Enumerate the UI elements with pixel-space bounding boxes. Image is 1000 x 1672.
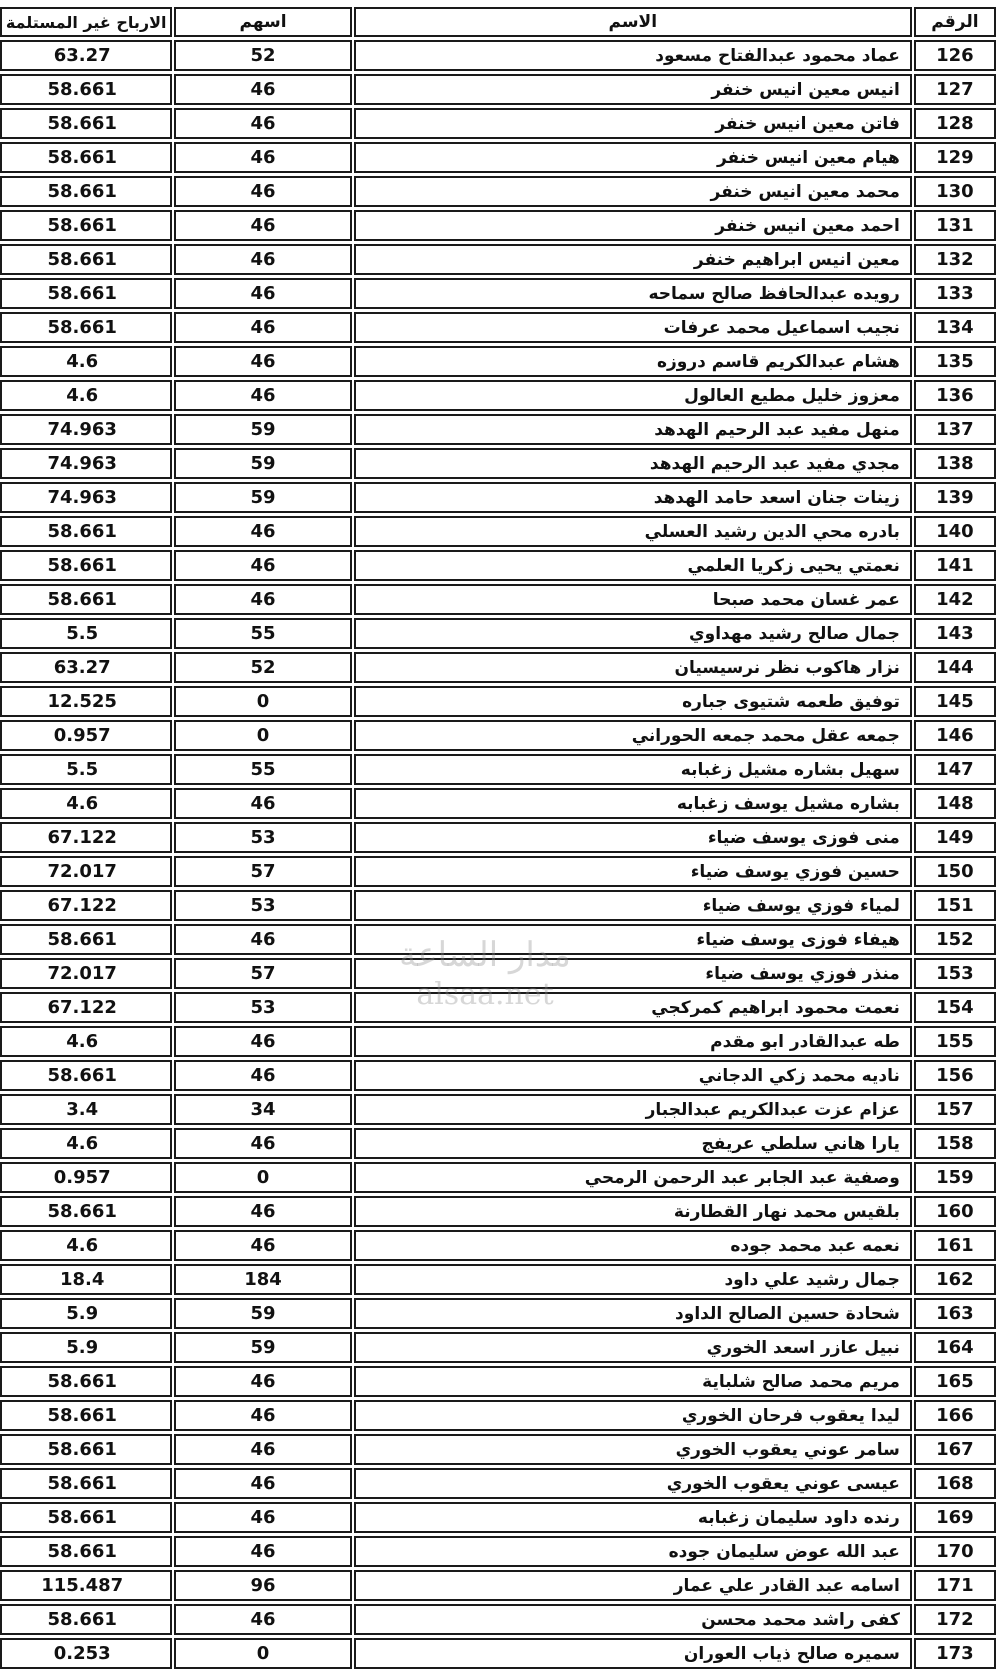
row-profits-cell: 72.017 (0, 958, 172, 989)
table-row (0, 890, 996, 921)
row-shares-cell: 46 (174, 1026, 351, 1057)
row-number-cell: 142 (914, 584, 996, 615)
row-shares-cell: 53 (174, 822, 351, 853)
table-row (0, 1196, 996, 1227)
row-profits-cell: 0.957 (0, 1162, 172, 1193)
row-number-cell: 133 (914, 278, 996, 309)
row-number-cell: 155 (914, 1026, 996, 1057)
row-name-cell: محمد معين انيس خنفر (354, 176, 912, 207)
row-shares-cell: 52 (174, 652, 351, 683)
table-row (0, 1366, 996, 1397)
row-name-cell: شحادة حسين الصالح الداود (354, 1298, 912, 1329)
table-row (0, 958, 996, 989)
table-row (0, 822, 996, 853)
table-row (0, 1434, 996, 1465)
row-profits-cell: 58.661 (0, 1400, 172, 1431)
header-name: الاسم (354, 7, 912, 37)
watermark-arabic: مدار الساعة (399, 935, 571, 975)
row-number-cell: 165 (914, 1366, 996, 1397)
row-name-cell: احمد معين انيس خنفر (354, 210, 912, 241)
row-shares-cell: 59 (174, 482, 351, 513)
row-number-cell: 149 (914, 822, 996, 853)
table-row (0, 74, 996, 105)
row-profits-cell: 0.253 (0, 1638, 172, 1669)
row-profits-cell: 58.661 (0, 176, 172, 207)
row-shares-cell: 46 (174, 380, 351, 411)
row-number-cell: 127 (914, 74, 996, 105)
table-row (0, 1298, 996, 1329)
row-profits-cell: 4.6 (0, 1230, 172, 1261)
row-number-cell: 154 (914, 992, 996, 1023)
row-name-cell: لمياء فوزي يوسف ضياء (354, 890, 912, 921)
row-profits-cell: 58.661 (0, 1060, 172, 1091)
row-shares-cell: 46 (174, 1128, 351, 1159)
row-profits-cell: 63.27 (0, 652, 172, 683)
row-name-cell: حسين فوزي يوسف ضياء (354, 856, 912, 887)
row-profits-cell: 58.661 (0, 1366, 172, 1397)
row-name-cell: انيس معين انيس خنفر (354, 74, 912, 105)
row-shares-cell: 46 (174, 346, 351, 377)
row-profits-cell: 5.9 (0, 1298, 172, 1329)
row-profits-cell: 72.017 (0, 856, 172, 887)
row-name-cell: مريم محمد صالح شلباية (354, 1366, 912, 1397)
row-name-cell: طه عبدالقادر ابو مقدم (354, 1026, 912, 1057)
table-row (0, 924, 996, 955)
table-body (0, 40, 996, 1669)
row-number-cell: 136 (914, 380, 996, 411)
row-profits-cell: 12.525 (0, 686, 172, 717)
table-row (0, 1332, 996, 1363)
row-number-cell: 126 (914, 40, 996, 71)
row-profits-cell: 58.661 (0, 1502, 172, 1533)
table-row (0, 312, 996, 343)
row-profits-cell: 67.122 (0, 822, 172, 853)
row-profits-cell: 58.661 (0, 1468, 172, 1499)
table-row (0, 176, 996, 207)
row-name-cell: منذر فوزي يوسف ضياء (354, 958, 912, 989)
row-profits-cell: 74.963 (0, 448, 172, 479)
row-shares-cell: 46 (174, 312, 351, 343)
row-shares-cell: 59 (174, 448, 351, 479)
header-row (0, 7, 996, 37)
row-number-cell: 152 (914, 924, 996, 955)
row-shares-cell: 46 (174, 1400, 351, 1431)
table-row (0, 992, 996, 1023)
row-shares-cell: 46 (174, 1060, 351, 1091)
row-shares-cell: 0 (174, 1638, 351, 1669)
row-number-cell: 141 (914, 550, 996, 581)
row-number-cell: 157 (914, 1094, 996, 1125)
row-shares-cell: 96 (174, 1570, 351, 1601)
row-number-cell: 153 (914, 958, 996, 989)
row-shares-cell: 184 (174, 1264, 351, 1295)
row-profits-cell: 67.122 (0, 890, 172, 921)
row-name-cell: هشام عبدالكريم قاسم دروزه (354, 346, 912, 377)
row-shares-cell: 46 (174, 1434, 351, 1465)
table-row (0, 686, 996, 717)
row-profits-cell: 58.661 (0, 1536, 172, 1567)
row-number-cell: 163 (914, 1298, 996, 1329)
row-name-cell: عمر غسان محمد صبحا (354, 584, 912, 615)
table-row (0, 210, 996, 241)
row-name-cell: جمال رشيد علي داود (354, 1264, 912, 1295)
row-number-cell: 161 (914, 1230, 996, 1261)
row-name-cell: زينات جنان اسعد حامد الهدهد (354, 482, 912, 513)
row-profits-cell: 58.661 (0, 924, 172, 955)
row-profits-cell: 58.661 (0, 142, 172, 173)
row-name-cell: عزام عزت عبدالكريم عبدالجبار (354, 1094, 912, 1125)
table-row (0, 1570, 996, 1601)
row-shares-cell: 59 (174, 414, 351, 445)
table-row (0, 788, 996, 819)
row-number-cell: 129 (914, 142, 996, 173)
table-row (0, 1638, 996, 1669)
row-shares-cell: 46 (174, 550, 351, 581)
row-name-cell: جمال صالح رشيد مهداوي (354, 618, 912, 649)
row-shares-cell: 46 (174, 1604, 351, 1635)
table-row (0, 1060, 996, 1091)
row-shares-cell: 34 (174, 1094, 351, 1125)
row-profits-cell: 5.9 (0, 1332, 172, 1363)
row-shares-cell: 53 (174, 992, 351, 1023)
table-row (0, 108, 996, 139)
row-profits-cell: 4.6 (0, 1128, 172, 1159)
table-row (0, 618, 996, 649)
row-name-cell: كفى راشد محمد محسن (354, 1604, 912, 1635)
row-name-cell: ليدا يعقوب فرحان الخوري (354, 1400, 912, 1431)
row-number-cell: 156 (914, 1060, 996, 1091)
row-name-cell: يارا هاني سلطي عريفج (354, 1128, 912, 1159)
row-name-cell: توفيق طعمه شتيوى جباره (354, 686, 912, 717)
row-number-cell: 173 (914, 1638, 996, 1669)
table-row (0, 448, 996, 479)
table-row (0, 550, 996, 581)
row-name-cell: رنده داود سليمان زغبابه (354, 1502, 912, 1533)
row-name-cell: سهيل بشاره مشيل زغبابه (354, 754, 912, 785)
table-row (0, 856, 996, 887)
row-profits-cell: 4.6 (0, 1026, 172, 1057)
row-name-cell: ناديه محمد زكي الدجاني (354, 1060, 912, 1091)
row-profits-cell: 4.6 (0, 380, 172, 411)
row-shares-cell: 46 (174, 516, 351, 547)
row-number-cell: 128 (914, 108, 996, 139)
row-profits-cell: 4.6 (0, 346, 172, 377)
table-row (0, 1094, 996, 1125)
row-shares-cell: 46 (174, 278, 351, 309)
row-number-cell: 139 (914, 482, 996, 513)
row-profits-cell: 4.6 (0, 788, 172, 819)
table-row (0, 720, 996, 751)
row-name-cell: نعمه عبد محمد جوده (354, 1230, 912, 1261)
row-profits-cell: 58.661 (0, 108, 172, 139)
row-name-cell: وصفية عبد الجابر عبد الرحمن الرمحي (354, 1162, 912, 1193)
table-row (0, 1230, 996, 1261)
table-row (0, 584, 996, 615)
row-shares-cell: 46 (174, 924, 351, 955)
row-shares-cell: 59 (174, 1298, 351, 1329)
row-profits-cell: 58.661 (0, 550, 172, 581)
row-profits-cell: 67.122 (0, 992, 172, 1023)
row-name-cell: سميره صالح ذياب العوران (354, 1638, 912, 1669)
table-row (0, 1604, 996, 1635)
row-name-cell: نعمت محمود ابراهيم كمركجي (354, 992, 912, 1023)
row-number-cell: 135 (914, 346, 996, 377)
row-profits-cell: 58.661 (0, 516, 172, 547)
row-number-cell: 131 (914, 210, 996, 241)
row-name-cell: سامر عوني يعقوب الخوري (354, 1434, 912, 1465)
row-shares-cell: 46 (174, 74, 351, 105)
row-number-cell: 147 (914, 754, 996, 785)
row-shares-cell: 46 (174, 244, 351, 275)
row-shares-cell: 46 (174, 1468, 351, 1499)
row-number-cell: 134 (914, 312, 996, 343)
row-shares-cell: 55 (174, 618, 351, 649)
row-shares-cell: 46 (174, 1502, 351, 1533)
table-row (0, 1162, 996, 1193)
row-profits-cell: 3.4 (0, 1094, 172, 1125)
row-shares-cell: 0 (174, 686, 351, 717)
row-number-cell: 146 (914, 720, 996, 751)
row-shares-cell: 55 (174, 754, 351, 785)
row-number-cell: 171 (914, 1570, 996, 1601)
row-profits-cell: 74.963 (0, 414, 172, 445)
row-name-cell: مجدي مفيد عبد الرحيم الهدهد (354, 448, 912, 479)
row-name-cell: منى فوزى يوسف ضياء (354, 822, 912, 853)
row-profits-cell: 5.5 (0, 618, 172, 649)
row-number-cell: 160 (914, 1196, 996, 1227)
table-row (0, 1026, 996, 1057)
row-shares-cell: 57 (174, 856, 351, 887)
row-number-cell: 143 (914, 618, 996, 649)
row-profits-cell: 58.661 (0, 1434, 172, 1465)
row-number-cell: 130 (914, 176, 996, 207)
row-number-cell: 159 (914, 1162, 996, 1193)
row-name-cell: منهل مفيد عبد الرحيم الهدهد (354, 414, 912, 445)
row-profits-cell: 5.5 (0, 754, 172, 785)
row-profits-cell: 18.4 (0, 1264, 172, 1295)
row-name-cell: بادره محي الدين رشيد العسلي (354, 516, 912, 547)
row-name-cell: معزوز خليل مطيع العالول (354, 380, 912, 411)
table-row (0, 1128, 996, 1159)
row-number-cell: 138 (914, 448, 996, 479)
table-header (0, 7, 996, 37)
row-name-cell: نعمتي يحيى زكريا العلمي (354, 550, 912, 581)
table-row (0, 1264, 996, 1295)
row-shares-cell: 46 (174, 210, 351, 241)
row-shares-cell: 46 (174, 176, 351, 207)
row-profits-cell: 0.957 (0, 720, 172, 751)
row-name-cell: فاتن معين انيس خنفر (354, 108, 912, 139)
row-number-cell: 132 (914, 244, 996, 275)
table-row (0, 516, 996, 547)
header-shares: اسهم (174, 7, 351, 37)
row-shares-cell: 46 (174, 108, 351, 139)
table-row (0, 652, 996, 683)
row-number-cell: 162 (914, 1264, 996, 1295)
row-number-cell: 151 (914, 890, 996, 921)
row-shares-cell: 46 (174, 1230, 351, 1261)
table-row (0, 414, 996, 445)
row-name-cell: معين انيس ابراهيم خنفر (354, 244, 912, 275)
row-name-cell: اسامه عبد القادر علي عمار (354, 1570, 912, 1601)
table-row (0, 1502, 996, 1533)
row-name-cell: نزار هاكوب نظر نرسيسيان (354, 652, 912, 683)
header-unclaimed-profits: الارباح غير المستلمة (0, 7, 172, 37)
row-number-cell: 167 (914, 1434, 996, 1465)
row-shares-cell: 0 (174, 1162, 351, 1193)
row-profits-cell: 58.661 (0, 1196, 172, 1227)
row-number-cell: 140 (914, 516, 996, 547)
row-shares-cell: 53 (174, 890, 351, 921)
row-name-cell: جمعه عقل محمد جمعه الحوراني (354, 720, 912, 751)
row-name-cell: هيام معين انيس خنفر (354, 142, 912, 173)
table-row (0, 40, 996, 71)
header-number: الرقم (914, 7, 996, 37)
row-shares-cell: 52 (174, 40, 351, 71)
row-number-cell: 150 (914, 856, 996, 887)
row-profits-cell: 63.27 (0, 40, 172, 71)
row-shares-cell: 46 (174, 584, 351, 615)
row-number-cell: 145 (914, 686, 996, 717)
row-profits-cell: 58.661 (0, 1604, 172, 1635)
row-shares-cell: 57 (174, 958, 351, 989)
row-name-cell: رويده عبدالحافظ صالح سماحه (354, 278, 912, 309)
row-shares-cell: 46 (174, 1196, 351, 1227)
row-profits-cell: 58.661 (0, 584, 172, 615)
row-name-cell: بشاره مشيل يوسف زغبابه (354, 788, 912, 819)
row-name-cell: نجيب اسماعيل محمد عرفات (354, 312, 912, 343)
row-number-cell: 148 (914, 788, 996, 819)
row-shares-cell: 0 (174, 720, 351, 751)
row-name-cell: هيفاء فوزى يوسف ضياء (354, 924, 912, 955)
row-shares-cell: 46 (174, 788, 351, 819)
row-number-cell: 169 (914, 1502, 996, 1533)
table-row (0, 278, 996, 309)
watermark-latin: alsaa.net (416, 977, 554, 1012)
table-row (0, 482, 996, 513)
row-number-cell: 172 (914, 1604, 996, 1635)
row-number-cell: 166 (914, 1400, 996, 1431)
table-row (0, 1468, 996, 1499)
row-profits-cell: 58.661 (0, 278, 172, 309)
shareholders-table (0, 4, 998, 1672)
row-name-cell: عيسى عوني يعقوب الخوري (354, 1468, 912, 1499)
table-row (0, 1536, 996, 1567)
row-shares-cell: 59 (174, 1332, 351, 1363)
row-profits-cell: 58.661 (0, 244, 172, 275)
row-shares-cell: 46 (174, 1536, 351, 1567)
row-number-cell: 137 (914, 414, 996, 445)
row-number-cell: 164 (914, 1332, 996, 1363)
row-profits-cell: 115.487 (0, 1570, 172, 1601)
row-profits-cell: 58.661 (0, 312, 172, 343)
table-row (0, 346, 996, 377)
table-row (0, 244, 996, 275)
table-row (0, 142, 996, 173)
row-number-cell: 168 (914, 1468, 996, 1499)
row-profits-cell: 74.963 (0, 482, 172, 513)
row-number-cell: 144 (914, 652, 996, 683)
table-row (0, 1400, 996, 1431)
row-number-cell: 170 (914, 1536, 996, 1567)
row-profits-cell: 58.661 (0, 210, 172, 241)
row-name-cell: عماد محمود عبدالفتاح مسعود (354, 40, 912, 71)
table-row (0, 754, 996, 785)
row-name-cell: عبد الله عوض سليمان جوده (354, 1536, 912, 1567)
row-number-cell: 158 (914, 1128, 996, 1159)
row-shares-cell: 46 (174, 1366, 351, 1397)
row-name-cell: نبيل عازر اسعد الخوري (354, 1332, 912, 1363)
table-row (0, 380, 996, 411)
row-profits-cell: 58.661 (0, 74, 172, 105)
row-name-cell: بلقيس محمد نهار القطارنة (354, 1196, 912, 1227)
row-shares-cell: 46 (174, 142, 351, 173)
